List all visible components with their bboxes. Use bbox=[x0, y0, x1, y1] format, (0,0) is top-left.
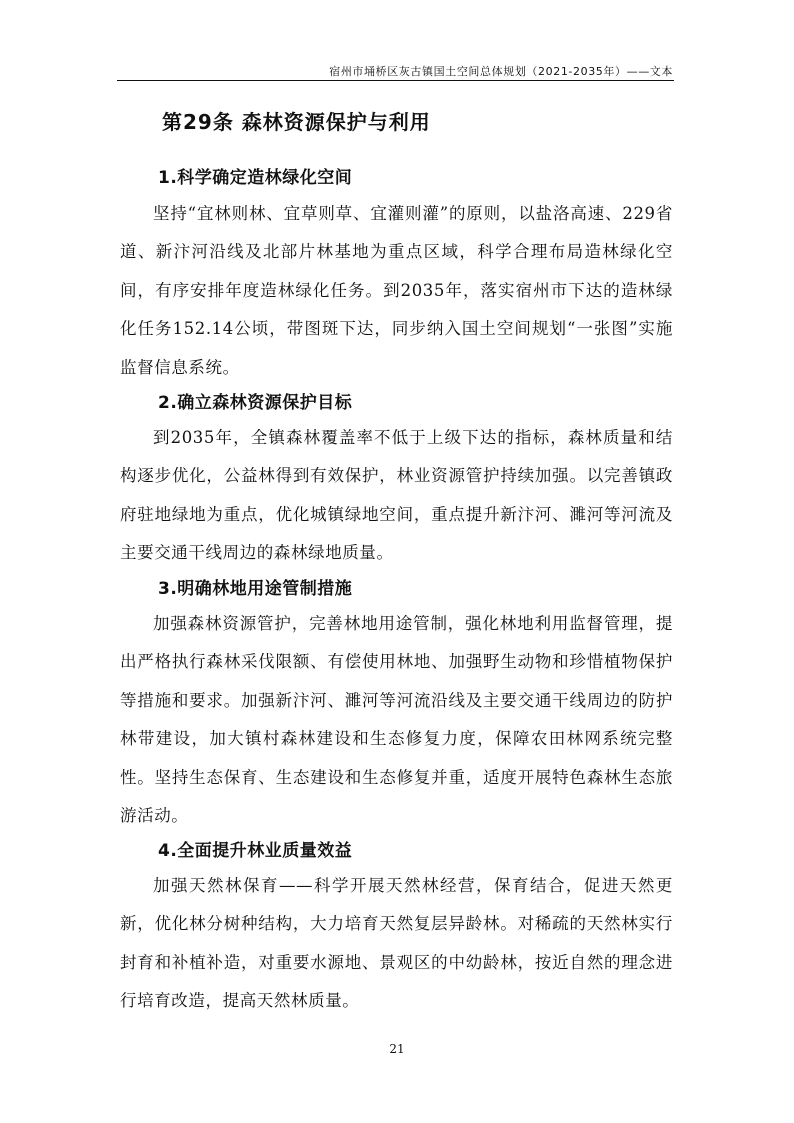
section-1-paragraph: 坚持“宜林则林、宜草则草、宜灌则灌”的原则，以盐洛高速、229省道、新汴河沿线及北部片林基地为重点区域，科学合理布局造林绿化空间，有序安排年度造林绿化任务。到2035年，落实宿州市下达的造林绿化任务152.14公顷，带图斑下达，同步纳入国土空间规划“一张图”实施监督信息系统。 bbox=[120, 204, 673, 377]
section-1-title: 1.科学确定造林绿化空间 bbox=[158, 168, 353, 188]
section-2-title: 2.确立森林资源保护目标 bbox=[158, 393, 353, 413]
header-title: 宿州市埇桥区灰古镇国土空间总体规划（2021-2035年）——文本 bbox=[329, 65, 673, 78]
section-4-title: 4.全面提升林业质量效益 bbox=[158, 841, 353, 861]
page-number: 21 bbox=[389, 1042, 405, 1056]
section-4-paragraph: 加强天然林保育——科学开展天然林经营，保育结合，促进天然更新，优化林分树种结构，大力培育天然复层异龄林。对稀疏的天然林实行封育和补植补造，对重要水源地、景观区的中幼龄林，按近自然的理念进行培育改造，提高天然林质量。 bbox=[120, 876, 673, 1011]
article-title: 第29条 森林资源保护与利用 bbox=[162, 110, 431, 134]
header-divider bbox=[117, 80, 674, 81]
section-3-title: 3.明确林地用途管制措施 bbox=[158, 579, 353, 599]
section-2-paragraph: 到2035年，全镇森林覆盖率不低于上级下达的指标，森林质量和结构逐步优化，公益林得到有效保护，林业资源管护持续加强。以完善镇政府驻地绿地为重点，优化城镇绿地空间，重点提升新汴河、濉河等河流及主要交通干线周边的森林绿地质量。 bbox=[120, 428, 673, 563]
section-3-paragraph: 加强森林资源管护，完善林地用途管制，强化林地利用监督管理，提出严格执行森林采伐限额、有偿使用林地、加强野生动物和珍惜植物保护等措施和要求。加强新汴河、濉河等河流沿线及主要交通干线周边的防护林带建设，加大镇村森林建设和生态修复力度，保障农田林网系统完整性。坚持生态保育、生态建设和生态修复并重，适度开展特色森林生态旅游活动。 bbox=[120, 614, 673, 826]
